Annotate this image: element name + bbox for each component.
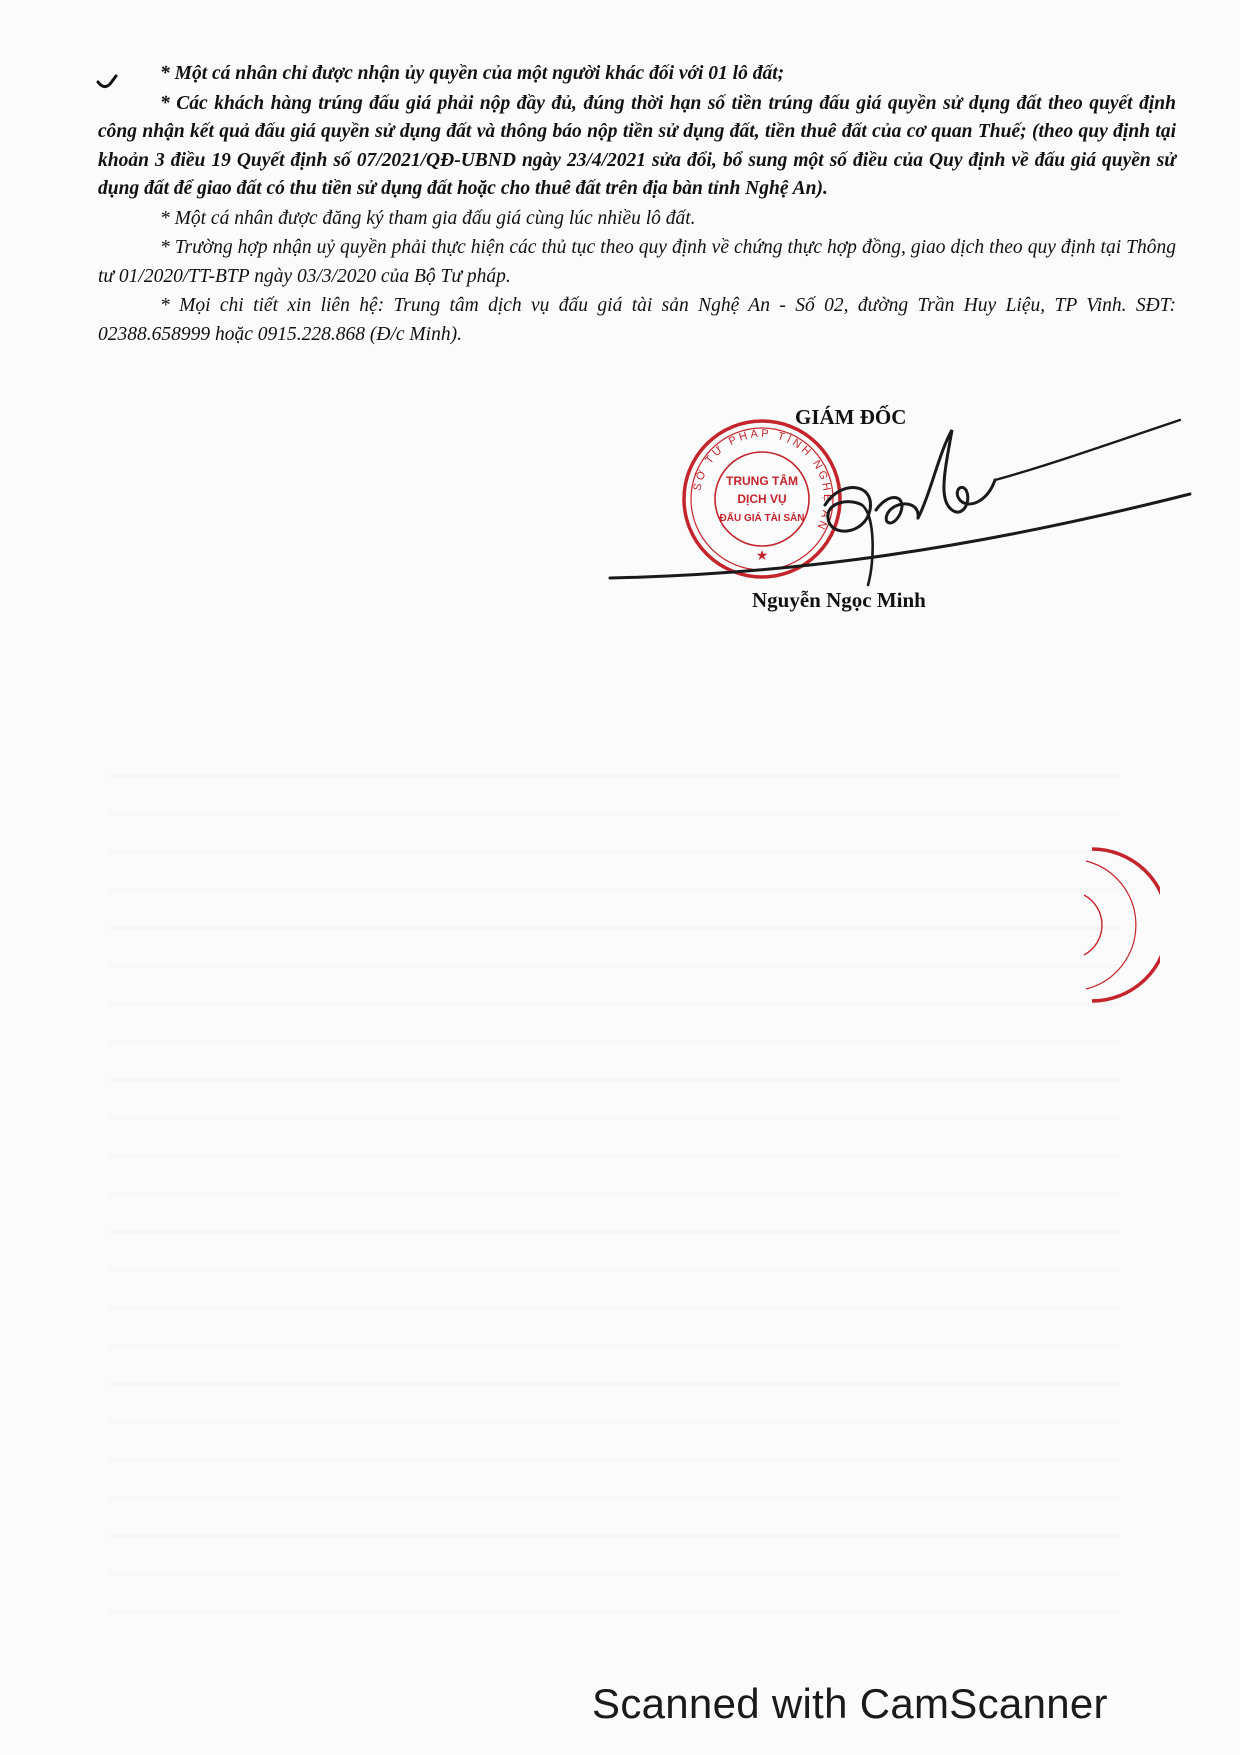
scanner-watermark: Scanned with CamScanner bbox=[592, 1680, 1108, 1727]
faint-bleed-through bbox=[110, 740, 1120, 1640]
stamp-line: ĐẤU GIÁ TÀI SẢN bbox=[719, 513, 805, 524]
signer-name: Nguyễn Ngọc Minh bbox=[752, 588, 926, 612]
handwritten-signature bbox=[600, 410, 1200, 600]
note-item: * Trường hợp nhận uỷ quyền phải thực hiện các thủ tục theo quy định về chứng thực hợp đồng, giao dịch theo quy định tại Thông tư 01/2020/TT-BTP ngày 03/3/2020 của Bộ Tư pháp. bbox=[98, 237, 1176, 287]
stamp-line: DỊCH VỤ bbox=[737, 492, 787, 506]
note-item: * Một cá nhân chỉ được nhận ủy quyền của một người khác đối với 01 lô đất; bbox=[160, 63, 785, 84]
stamp-line: TRUNG TÂM bbox=[726, 474, 798, 488]
note-item: * Một cá nhân được đăng ký tham gia đấu giá cùng lúc nhiều lô đất. bbox=[160, 207, 696, 229]
notes-section bbox=[98, 60, 1176, 349]
signature-title: GIÁM ĐỐC bbox=[795, 405, 907, 429]
star-icon: ★ bbox=[755, 548, 769, 564]
note-item: * Các khách hàng trúng đấu giá phải nộp đầy đủ, đúng thời hạn số tiền trúng đấu giá quyền sử dụng đất theo quyết định công nhận kết quả đấu giá quyền sử dụng đất và thông báo nộp tiền sử dụng đất, tiền thuê đất của cơ quan Thuế; (theo quy định tại khoản 3 điều 19 Quyết định số 07/2021/QĐ-UBND ngày 23/4/2021 sửa đổi, bổ sung một số điều của Quy định về đấu giá quyền sử dụng đất để giao đất có thu tiền sử dụng đất hoặc cho thuê đất trên địa bàn tỉnh Nghệ An). bbox=[98, 92, 1176, 199]
stamp-ring-text: SỞ TƯ PHÁP TỈNH NGHỆ AN bbox=[691, 427, 834, 534]
note-item: * Mọi chi tiết xin liên hệ: Trung tâm dịch vụ đấu giá tài sản Nghệ An - Số 02, đường Trần Huy Liệu, TP Vinh. SĐT: 02388.658999 hoặc 0915.228.868 (Đ/c Minh). bbox=[98, 295, 1176, 345]
edge-seal bbox=[1080, 845, 1160, 1005]
